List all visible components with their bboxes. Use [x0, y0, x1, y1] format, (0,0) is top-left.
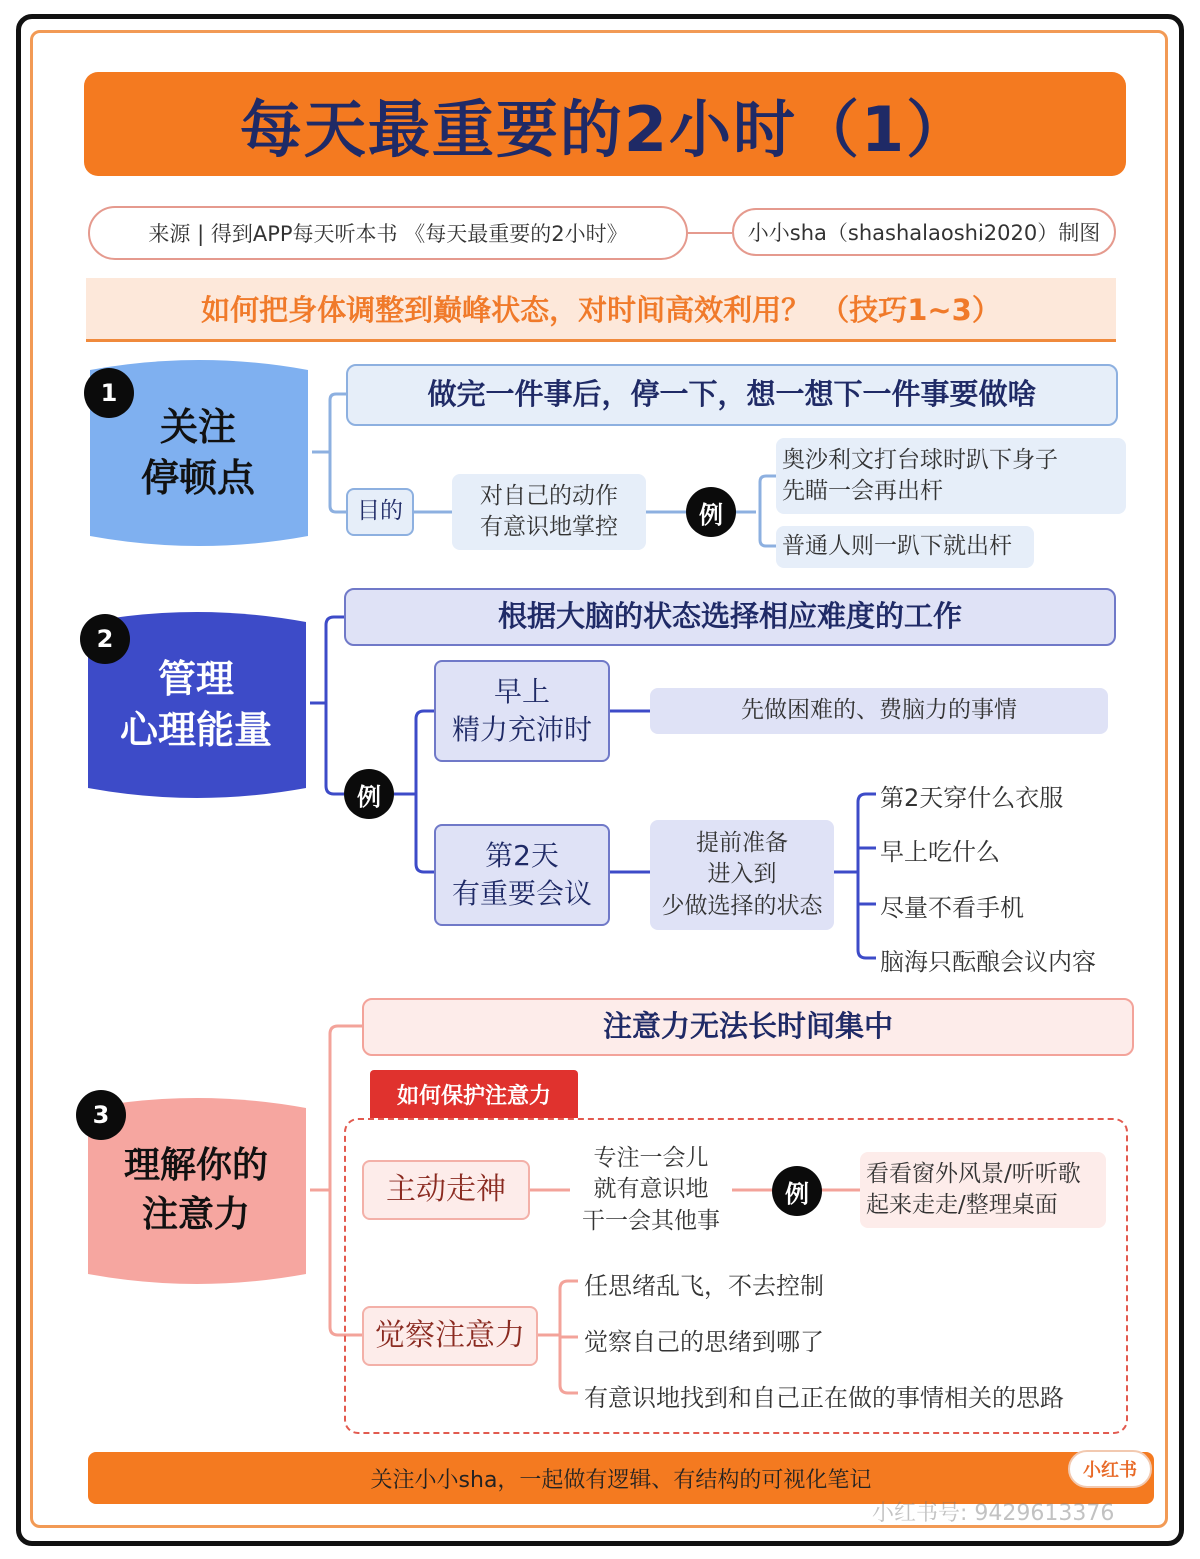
prepare-item: 第2天穿什么衣服 [880, 784, 1064, 812]
source-connector [688, 232, 732, 234]
wander-label: 主动走神 [386, 1171, 506, 1207]
prepare-line2: 进入到 [707, 861, 777, 888]
purpose-box [452, 474, 646, 550]
prepare-item: 尽量不看手机 [880, 894, 1024, 922]
section2-number-badge [80, 614, 130, 664]
wander-line3: 干一会其他事 [582, 1207, 720, 1234]
aware-item: 觉察自己的思绪到哪了 [584, 1328, 824, 1356]
page-title: 每天最重要的2小时（1） [239, 92, 971, 166]
section1-example2-text: 普通人则一趴下就出杆 [782, 533, 1012, 560]
author-text: 小小sha（shashalaoshi2020）制图 [747, 221, 1101, 245]
aware-item: 任思绪乱飞，不去控制 [584, 1272, 824, 1300]
section1-headline [346, 364, 1118, 426]
footer-text: 关注小小sha，一起做有逻辑、有结构的可视化笔记 [370, 1467, 872, 1493]
morning-action [650, 688, 1108, 734]
wander-example-line1: 看看窗外风景/听听歌 [866, 1160, 1081, 1187]
section2-title-line1: 管理 [157, 656, 234, 701]
author-pill [732, 208, 1116, 256]
section2-headline-text: 根据大脑的状态选择相应难度的工作 [497, 599, 962, 634]
prepare-line3: 少做选择的状态 [661, 892, 823, 919]
section1-example1 [776, 438, 1126, 514]
wander-example-line2: 起来走走/整理桌面 [866, 1192, 1058, 1218]
section1-example-label: 例 [699, 500, 723, 529]
protect-attention-tag-text: 如何保护注意力 [396, 1083, 551, 1109]
morning-action-text: 先做困难的、费脑力的事情 [741, 697, 1017, 724]
section3-title-line2: 注意力 [141, 1194, 250, 1235]
section1-title-line2: 停顿点 [140, 456, 255, 500]
morning-line1: 早上 [493, 675, 550, 709]
logo-text: 小红书 [1083, 1460, 1137, 1481]
meeting-line2: 有重要会议 [451, 877, 592, 910]
wander-box [362, 1160, 530, 1220]
section3-number: 3 [92, 1101, 110, 1129]
section3-example-label: 例 [785, 1179, 809, 1208]
wander-example [860, 1152, 1106, 1228]
question-banner [86, 278, 1116, 342]
prepare-box [650, 820, 834, 930]
wander-desc [570, 1140, 732, 1240]
section2-number: 2 [96, 625, 114, 653]
section1-headline-text: 做完一件事后，停一下，想一想下一件事要做啥 [427, 377, 1037, 412]
morning-box [434, 660, 610, 762]
source-text: 来源 | 得到APP每天听本书 《每天最重要的2小时》 [148, 222, 628, 246]
section1-title-line1: 关注 [159, 404, 236, 449]
meeting-box [434, 824, 610, 926]
aware-box [362, 1306, 538, 1366]
aware-item: 有意识地找到和自己正在做的事情相关的思路 [584, 1384, 1064, 1412]
section1-number: 1 [100, 379, 118, 407]
aware-label: 觉察注意力 [375, 1317, 525, 1353]
prepare-line1: 提前准备 [696, 830, 788, 857]
section3-number-badge [76, 1090, 126, 1140]
purpose-line1: 对自己的动作 [480, 482, 618, 509]
title-banner [84, 72, 1126, 176]
question-text: 如何把身体调整到巅峰状态，对时间高效利用？ （技巧1~3） [201, 293, 1001, 327]
section1-number-badge [84, 368, 134, 418]
purpose-line2: 有意识地掌控 [480, 514, 618, 540]
wander-line2: 就有意识地 [593, 1176, 709, 1203]
morning-line2: 精力充沛时 [451, 713, 592, 746]
xiaohongshu-logo [1068, 1450, 1152, 1488]
purpose-label [346, 488, 414, 536]
section3-headline-text: 注意力无法长时间集中 [602, 1009, 893, 1044]
section1-example1-line2: 先瞄一会再出杆 [782, 478, 943, 504]
section1-example2 [776, 526, 1034, 568]
source-pill [88, 206, 688, 260]
section1-example1-line1: 奥沙利文打台球时趴下身子 [782, 446, 1058, 473]
purpose-label-text: 目的 [357, 498, 403, 525]
watermark: 小红书号: 9429613376 [872, 1501, 1115, 1526]
section2-title-line2: 心理能量 [119, 708, 272, 752]
section3-title-line1: 理解你的 [123, 1145, 268, 1187]
section1-example-badge [686, 487, 736, 537]
section3-headline [362, 998, 1134, 1056]
prepare-item: 早上吃什么 [880, 838, 1000, 866]
section2-example-badge [344, 769, 394, 819]
prepare-item: 脑海只酝酿会议内容 [880, 948, 1096, 976]
section3-example-badge [772, 1166, 822, 1216]
section2-example-label: 例 [357, 782, 381, 811]
section2-headline [344, 588, 1116, 646]
meeting-line1: 第2天 [485, 839, 559, 873]
wander-line1: 专注一会儿 [593, 1145, 709, 1172]
protect-attention-tag [370, 1070, 578, 1118]
section3-title [88, 1114, 304, 1268]
